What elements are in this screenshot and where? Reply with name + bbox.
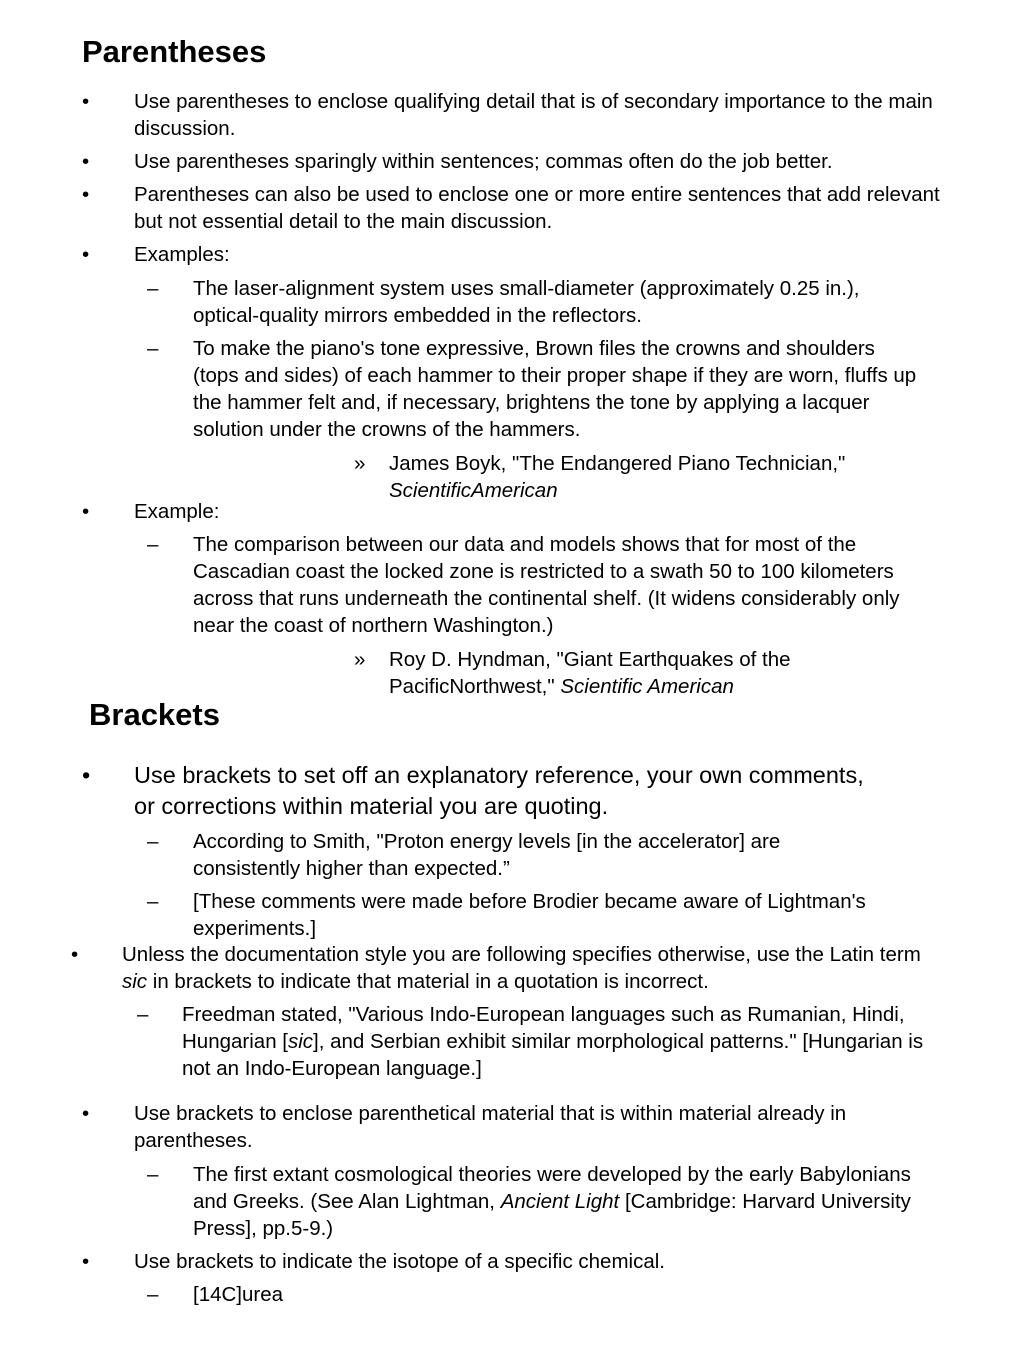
sic-term: sic [287,1030,314,1053]
list-item-text: Use brackets to set off an explanatory reference, your own comments, or corrections within material you are quoting. [134,762,864,819]
example-text: [These comments were made before Brodier became aware of Lightman's experiments.] [193,890,866,940]
bullet-marker: • [82,1102,90,1125]
dash-marker: – [147,1283,159,1306]
dash-marker: – [147,277,159,300]
list-item-text: Use brackets to enclose parenthetical material that is within material already in parentheses. [134,1102,847,1152]
dash-marker: – [147,533,159,556]
citation-title: PacificNorthwest," [389,675,555,698]
dash-marker: – [137,1003,149,1026]
citation-marker: » [354,452,366,475]
bullet-marker: • [82,243,90,266]
sic-term: sic [122,970,148,993]
list-item-text: Use parentheses to enclose qualifying detail that is of secondary importance to the main discussion. [134,90,933,140]
dash-marker: – [147,1163,159,1186]
example-text: [14C]urea [193,1283,284,1306]
example-text: According to Smith, "Proton energy levels [in the accelerator] are consistently higher than expected.” [193,830,781,880]
section-title-parentheses: Parentheses [82,34,267,69]
list-item-text: Use brackets to indicate the isotope of a specific chemical. [134,1250,665,1273]
dash-marker: – [147,890,159,913]
dash-marker: – [147,830,159,853]
example-text: The laser-alignment system uses small-diameter (approximately 0.25 in.), optical-quality mirrors embedded in the reflectors. [193,277,860,327]
list-item-text: Unless the documentation style you are following specifies otherwise, use the Latin term sic in brackets to indicate that material in a quotation is incorrect. [122,943,921,993]
bullet-marker: • [82,762,91,788]
citation-source: Scientific American [560,675,734,698]
list-item-text: Example: [134,500,220,523]
bullet-marker: • [71,943,79,966]
example-text: The comparison between our data and models shows that for most of the Cascadian coast the locked zone is restricted to a swath 50 to 100 kilometers across that runs underneath the continental shelf. (It widens considerably only near the coast of northern Washington.) [193,533,900,637]
citation-marker: » [354,648,366,671]
bullet-marker: • [82,500,90,523]
citation-author: Roy D. Hyndman, "Giant Earthquakes of the [389,648,791,671]
list-item-text: Parentheses can also be used to enclose one or more entire sentences that add relevant but not essential detail to the main discussion. [134,183,940,233]
list-item-text: Examples: [134,243,230,266]
citation-source: ScientificAmerican [389,479,558,502]
list-item-text: Use parentheses sparingly within sentences; commas often do the job better. [134,150,833,173]
dash-marker: – [147,337,159,360]
citation-author: James Boyk, "The Endangered Piano Technician," [389,452,846,475]
example-text: The first extant cosmological theories were developed by the early Babylonians and Greeks. (See Alan Lightman, Ancient Light [Cambridge: Harvard University Press], pp.5-9.) [193,1163,911,1240]
example-text: Freedman stated, "Various Indo-European languages such as Rumanian, Hindi, Hungarian [sic], and Serbian exhibit similar morphological patterns." [Hungarian is not an Indo-European language.] [182,1003,924,1080]
example-text: To make the piano's tone expressive, Brown files the crowns and shoulders (tops and sides) of each hammer to their proper shape if they are worn, fluffs up the hammer felt and, if necessary, brightens the tone by applying a lacquer solution under the crowns of the hammers. [193,337,917,441]
bullet-marker: • [82,1250,90,1273]
bullet-marker: • [82,90,90,113]
book-title: Ancient Light [500,1190,620,1213]
section-title-brackets: Brackets [89,697,220,732]
bullet-marker: • [82,150,90,173]
bullet-marker: • [82,183,90,206]
